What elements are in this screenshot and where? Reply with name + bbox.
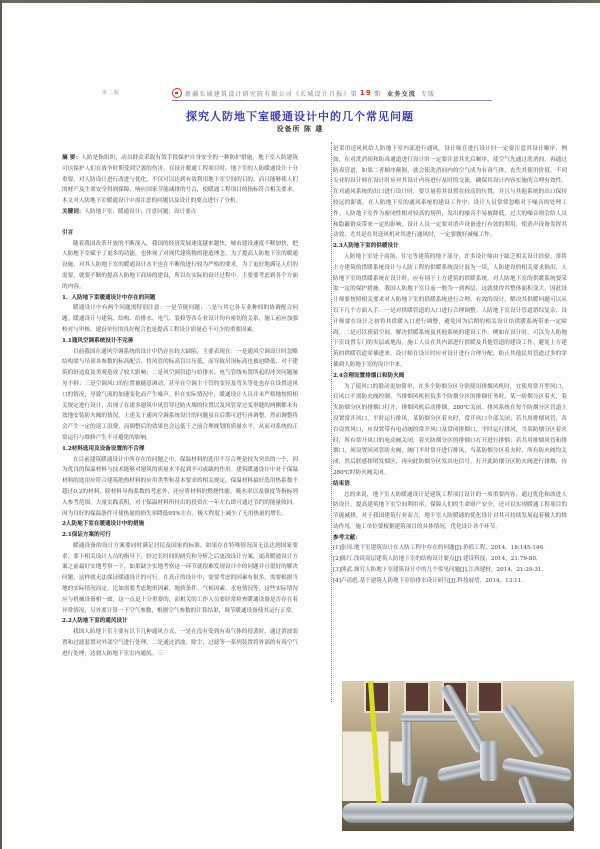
article-title: 探究人防地下室暖通设计中的几个常见问题 — [186, 110, 414, 123]
keywords — [62, 207, 298, 218]
abstract — [62, 153, 298, 207]
photo-window — [404, 681, 430, 713]
section-2-3-text: 人防地下室处于商场、住宅等建筑的地下部分，许多设计师由于缺乏相关设计经验，常将上方建筑的供暖系统设计与人防工程的供暖系统设计混为一谈。人防建设的相关要求指出，人防地下室的供暖系统在设计时，应有别于上方建筑的供暖系统。对人防地下室的供暖系统要采取一定的保护措施。我国人防地下室目前一般为一到两层，这就使得其整体面积变大，因此设计师要按照相关要求对人防地下室的供暖系统进行合理、有效的设计。解决其供暖问题可以从以下几个方面入手：一是对供暖管道的入口进行合理调整。人防地下室设计管道错综复杂，设计师要在设计之初将其供暖入口进行调整，避免因为后期的相关设计给供暖系统带来一定障碍。二是可以预留空间，解决供暖系统及其他系统的建设工作，例如在设计时，可以为人防地下室设置专门的夹层或地沟，施工人员在其内部进行供暖及其他管道的建设工作，避免上方建筑的供暖管道穿插进来。设计师在设计时应对设计进行合理分配，防止其他民用管道过多的穿插到人防地下室的设计中来。 — [333, 253, 567, 368]
page-header — [60, 86, 500, 102]
abstract-label: 摘 要： — [62, 155, 82, 161]
article-author: 设备所 陈 雄 — [276, 124, 324, 133]
issue-number: 19 — [359, 89, 372, 97]
section-2-4-text: 为了使风口的联动更加简单，在多个防烟分区分别使用排烟风机时，宜使用常开型风口，且风口不需防火阀控制。当排烟风机担负多个防烟分区的排烟任务时，某一防烟分区着火，着火防烟分区的排烟口打开，排烟风机启动排烟，280℃关闭。排风系统在每个防烟分区管道上设置常开风口，平时运行排风，某防烟分区着火时，常开风口全部关闭；若共用排烟风管，各自设置风口，应设置带有电动阀的常开风口及常闭排烟口，平时运行排风，当某防烟分区着火时，所有常开风口的电动阀关闭，着火防烟分区的排烟口打开进行排烟；若共用排烟风管和排烟口，须设置回风管防火阀，阀门平时常开进行排风，当某防烟分区着火时，所有防火阀均关闭，然后联感探明发烟区，再向此防烟分区发出电信号，打开此防烟分区防火阀进行排烟，待280℃时防火阀关闭。 — [333, 383, 567, 476]
section-2-3-heading: 2.3人防地下室的供暖设计 — [333, 243, 399, 250]
section-1-1-text: 目前我国在通风空调系统的设计中仍存在较大缺陷，主要表现在：一是通风空调设计时忽略结构梁与吊顶各参数的标高配合，将风管的标高盲目压低，而导致吊顶标高也被迫降低，对于建筑的舒适度及美观造成了较大影响；二是风空调管道与给排水、电气管线布置所起的冲突问题屡见不鲜；三是空调风口的位置被随意调动，甚至在空调主干管的变径及弯头等处也存在设置送风口的情况，导致气流的加速变化而产生噪声。但在实际情况中，暖通设计人员并未严格地按照相关规定进行设计，出现了在诸多建筑中风管穿过防火墙的位置以及风管穿过变形缝的两侧都未有效地安装防火阀的情况。上述关于通风空调系统设计的问题虽在后期可进行再调整，然而调整将会产生一定的返工浪费，而调整后的效果也会远低于之前合理规划的质量水平，从而对系统的正常运行与维修产生不可避免的影响。 — [62, 348, 298, 441]
section-2-2-heading: 2.2人防地下室的通风设计 — [62, 618, 128, 625]
reference-item: [1]张玮.地下室建筑设计在人防工程中存在的问题[J].价值工程，2014，18:145-146. — [333, 545, 545, 552]
section-1-1-heading: 1.1通风空调系统设计不完善 — [62, 337, 134, 344]
section-1-heading: 1、人防地下室暖通设计中存在的问题 — [62, 294, 156, 301]
reference-item: [2]陈红.浅谈高层建筑人防地下室的结构设计要点[J].建设科技，2014，21:79-80. — [333, 556, 538, 563]
conclusion-heading: 结束语 — [333, 480, 350, 487]
abstract-text: 人防是指组织、动员群众采取有效手段保护自身安全的一种防护措施，地下室人防建筑可以保护人们在战争时期受到空袭的伤害。在设计暖通工程项目时，地下室的人防暖通设计十分重要。对人防设计进行改进与优化，不仅可以达到有效利用地下室空间的目的，而且能够使人们的财产及生命安全得到保障，响应国家节能减排的号召，使暖通工程项目的指标符合相关要求。本文对人防地下室暖通设计中需注意的问题以及设计的要点进行了分析。 — [62, 155, 298, 205]
reference-item: [4]卢清彪.基于建筑人防地下室给排水设计研究[J].科技展望，2014，13:11. — [333, 577, 524, 584]
section-1-2-text: 在目前建筑暖通设计中所存在的问题之中，保温材料的选用不尽合理是较为突出的一个，因为优良的保温材料与技术能够对建筑的质量水平起到不可或缺的作用。建筑暖通设计中对于保温材料的选用应符合建筑绝热材料的应用类型和基本要求的相关规定，保温材料最好选用热系数不超过0.2的材料，除材料导热系数的考虑外，还应将材料的燃烧性能、吸水率以及强度等指标列入参考范围。大量实践表明，对于保温材料所付出的投资在一年左右即可通过节约的能量收回，因为良好的保温条件可使热量的损失率降低95%左右，极大程度上减少了无用热量的增长。 — [62, 456, 298, 517]
edition-label: 第二版 — [102, 90, 121, 96]
photo-crate — [342, 731, 389, 803]
scan-edge-top — [0, 0, 600, 3]
column-divider — [331, 142, 332, 702]
ductwork-photo — [342, 681, 574, 831]
section-2-2-text-right: 是采用送风机给人防地下室内部进行通风。设计师在进行设计时一定要注意其设计顺序，例如，在对洗消间和防毒通道进行设计时一定要注意其先后顺序，使空气先通过洗消间，再通过防毒管道，如果二者顺序颠倒，就会使洗消间内的空气成为有毒气体，丧失其使用价值。不同专业的设计师在设计时应对其设计内容进行及时的交流，确保其设计内容实施的合理有效性。在对通风系统的出口进行设计时，要尽量将其设置在较高的位置，并且与其他系统的出口保持较远的距离。在人防地下室的通风系统的建设工作中，设计人员常常忽略对于噪音的处理工作。人防地下室作为密闭性相对较高的场所，发出的噪音不易被降低，过大的噪音则会给人员和隐蔽群众带来一定的影响，设计人员一定要对消声设备进行有效的利用，使消声设备发挥其功效，尤其是在用送风机对其进行通风时，一定要做好减噪工作。 — [333, 146, 567, 239]
photo-duct — [501, 703, 546, 760]
section-2-1-heading: 2.1保证方案的可行 — [62, 532, 111, 539]
masthead — [172, 86, 492, 101]
keywords-text: 人防地下室；暖通设计；注意问题；设计要点 — [84, 208, 197, 215]
keywords-label: 关键词： — [62, 208, 85, 215]
edition-tag: 专版 — [420, 90, 436, 98]
conclusion-text: 总的来说，地下室人防暖通设计是建筑工程项目设计的一项重要内容，通过优化和改进人防设计，提高建筑地下室空间利用率，保障人们的生命财产安全，还可以实现暖通工程项目的节能减排。对于我国建筑行业而言，地下室人防暖通的优化设计对其可持续发展起着极大的推动作用，施工单位要根据建筑项目的具体情况，优化设计各个环节。 — [333, 491, 567, 530]
right-column — [333, 144, 567, 587]
reference-item: [3]熊武.探究人防地下室建筑设计中的几个常见问题[J].江西建材，2014，21:29-31. — [333, 567, 544, 574]
section-2-4-heading: 2.4合理设置排烟口和防火阀 — [333, 372, 405, 379]
intro-heading: 引言 — [62, 229, 74, 236]
issue-suffix: 期 — [373, 90, 382, 98]
intro-text: 随着我国改革开放的不断深入，我国的经济发展速度越来越快，城市建设速度不断加快，把人防地下室赋予了更多的功能，也体现了对现代建筑物的建造理念。为了提高人防地下室的暖通设施，对其人防地下室的暖通设计水平也在不断的进行较为严格的要求。为了更好地满足人们的需要，就要不断的提高人防地下商场的建设，所以在实际的设计过程中，主要要考虑到各个方面的内容。 — [62, 240, 298, 290]
section-1-text: 暖通设计中有两个问题需特别注意：一是节能问题；二是与其它各专业种间的协调配合问题。暖通设计与建筑、结构、给排水、电气、装修等各专业设计均有密切的关系，施工前应加强校对与审核，建设单位的良好配合也是提高工程设计质量必不可少的重要因素。 — [62, 305, 298, 333]
section-1-2-heading: 1.2材料选用及设备设置的不合理 — [62, 445, 145, 452]
left-column — [62, 153, 298, 660]
photo-duct — [480, 741, 498, 781]
section-2-heading: 2人防地下室在暖通设计中的措施 — [62, 521, 145, 528]
references-heading: 参考文献： — [333, 534, 361, 541]
section-2-2-text-left: 我国人防地下室主要有以下几种通风方式，一是在没有受到有毒气体的侵袭时，通过消波装置和过滤装置对外部空气进行处理，二是通过消波、除尘、过滤等一系列装置将外部的有毒空气进行处理，达到人防地下室室内通风。三 — [62, 629, 298, 657]
photo-duct — [402, 716, 412, 786]
company-logo-icon — [172, 88, 182, 98]
publisher-name: 新疆长城建筑设计研究院有限公司《长城设计月报》第 — [185, 90, 358, 98]
section-2-1-text: 暖通设备的设计方案要同时满足居民及国家的标准，如果存在特殊情况而无法达到国家要求，要下相关设计人员的指导下，经过长时间的研究和分析之后更改设计方案，更改暖通设计方案之前最好实地考察一下，如果缺少实地考察这一环节就很难发现设计中的问题并且很好的解决问题，这样就无法保证暖通设计的可行。在真正的设计中，需要考虑的因素有很多，需要根据当地的实际情况而定，比如需要考虑地形因素、地质条件、气候因素、水电情况等，这些实际情况应与机械设备相一致，这一点是十分重要的，而相关的工作人员要经常检查暖通设备是否存在着异常情况，另外要计算一下空气参数，根据空气参数的计算结果，调节暖通设备使其运行正常。 — [62, 542, 298, 614]
photo-window — [477, 681, 503, 713]
section-name: 业务交流 — [387, 90, 416, 98]
photo-main-duct — [342, 803, 574, 823]
photo-duct — [501, 757, 572, 783]
